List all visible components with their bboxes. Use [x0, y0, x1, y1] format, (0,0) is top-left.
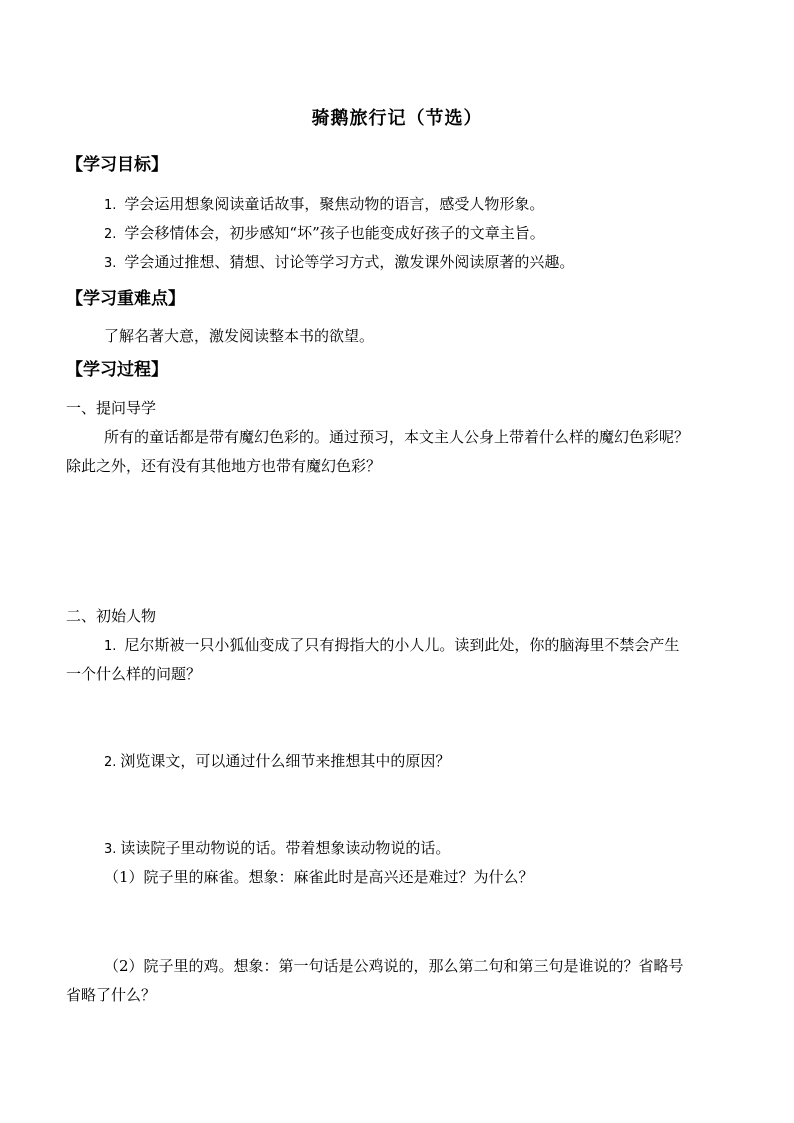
- objective-number-1: 1.: [104, 198, 117, 213]
- question-2: [104, 750, 450, 771]
- objective-number-2: 2.: [104, 227, 117, 242]
- part1-line-2: 除此之外，还有没有其他地方也带有魔幻色彩？: [66, 457, 382, 475]
- question-1-line-1: [104, 634, 679, 655]
- objective-text-3: 学会通过推想、猜想、讨论等学习方式，激发课外阅读原著的兴趣。: [124, 253, 575, 271]
- objective-item-1: [104, 193, 544, 214]
- question-2-number: 2.: [104, 755, 117, 770]
- sub-question-2-line-1: （2）院子里的鸡。想象：第一句话是公鸡说的，那么第二句和第三句是谁说的？省略号: [104, 957, 684, 975]
- document-title: 骑鹅旅行记（节选）: [311, 108, 483, 129]
- question-1-line-2: 一个什么样的问题？: [66, 665, 202, 683]
- question-3-number: 3.: [104, 842, 117, 857]
- question-3-text: 读读院子里动物说的话。带着想象读动物说的话。: [120, 839, 451, 857]
- objective-item-2: [104, 222, 545, 243]
- part1-heading: 一、提问导学: [66, 399, 157, 417]
- objective-number-3: 3.: [104, 256, 117, 271]
- question-2-text: 浏览课文，可以通过什么细节来推想其中的原因？: [120, 752, 451, 770]
- objective-text-1: 学会运用想象阅读童话故事，聚焦动物的语言，感受人物形象。: [124, 195, 545, 213]
- key-points-heading: 【学习重难点】: [66, 289, 185, 309]
- sub-question-2-line-2: 省略了什么？: [66, 986, 157, 1004]
- objective-item-3: [104, 251, 574, 272]
- sub-question-1: （1）院子里的麻雀。想象：麻雀此时是高兴还是难过？为什么？: [104, 868, 534, 886]
- key-points-text: 了解名著大意，激发阅读整本书的欲望。: [104, 327, 375, 345]
- objective-text-2: 学会移情体会，初步感知“坏”孩子也能变成好孩子的文章主旨。: [124, 224, 545, 242]
- question-1-text: 尼尔斯被一只小狐仙变成了只有拇指大的小人儿。读到此处，你的脑海里不禁会产生: [124, 636, 680, 654]
- part2-heading: 二、初始人物: [66, 607, 157, 625]
- process-heading: 【学习过程】: [66, 360, 168, 380]
- part1-line-1: 所有的童话都是带有魔幻色彩的。通过预习，本文主人公身上带着什么样的魔幻色彩呢？: [104, 428, 690, 446]
- question-3: [104, 837, 450, 858]
- objectives-heading: 【学习目标】: [66, 155, 168, 175]
- question-1-number: 1.: [104, 639, 117, 654]
